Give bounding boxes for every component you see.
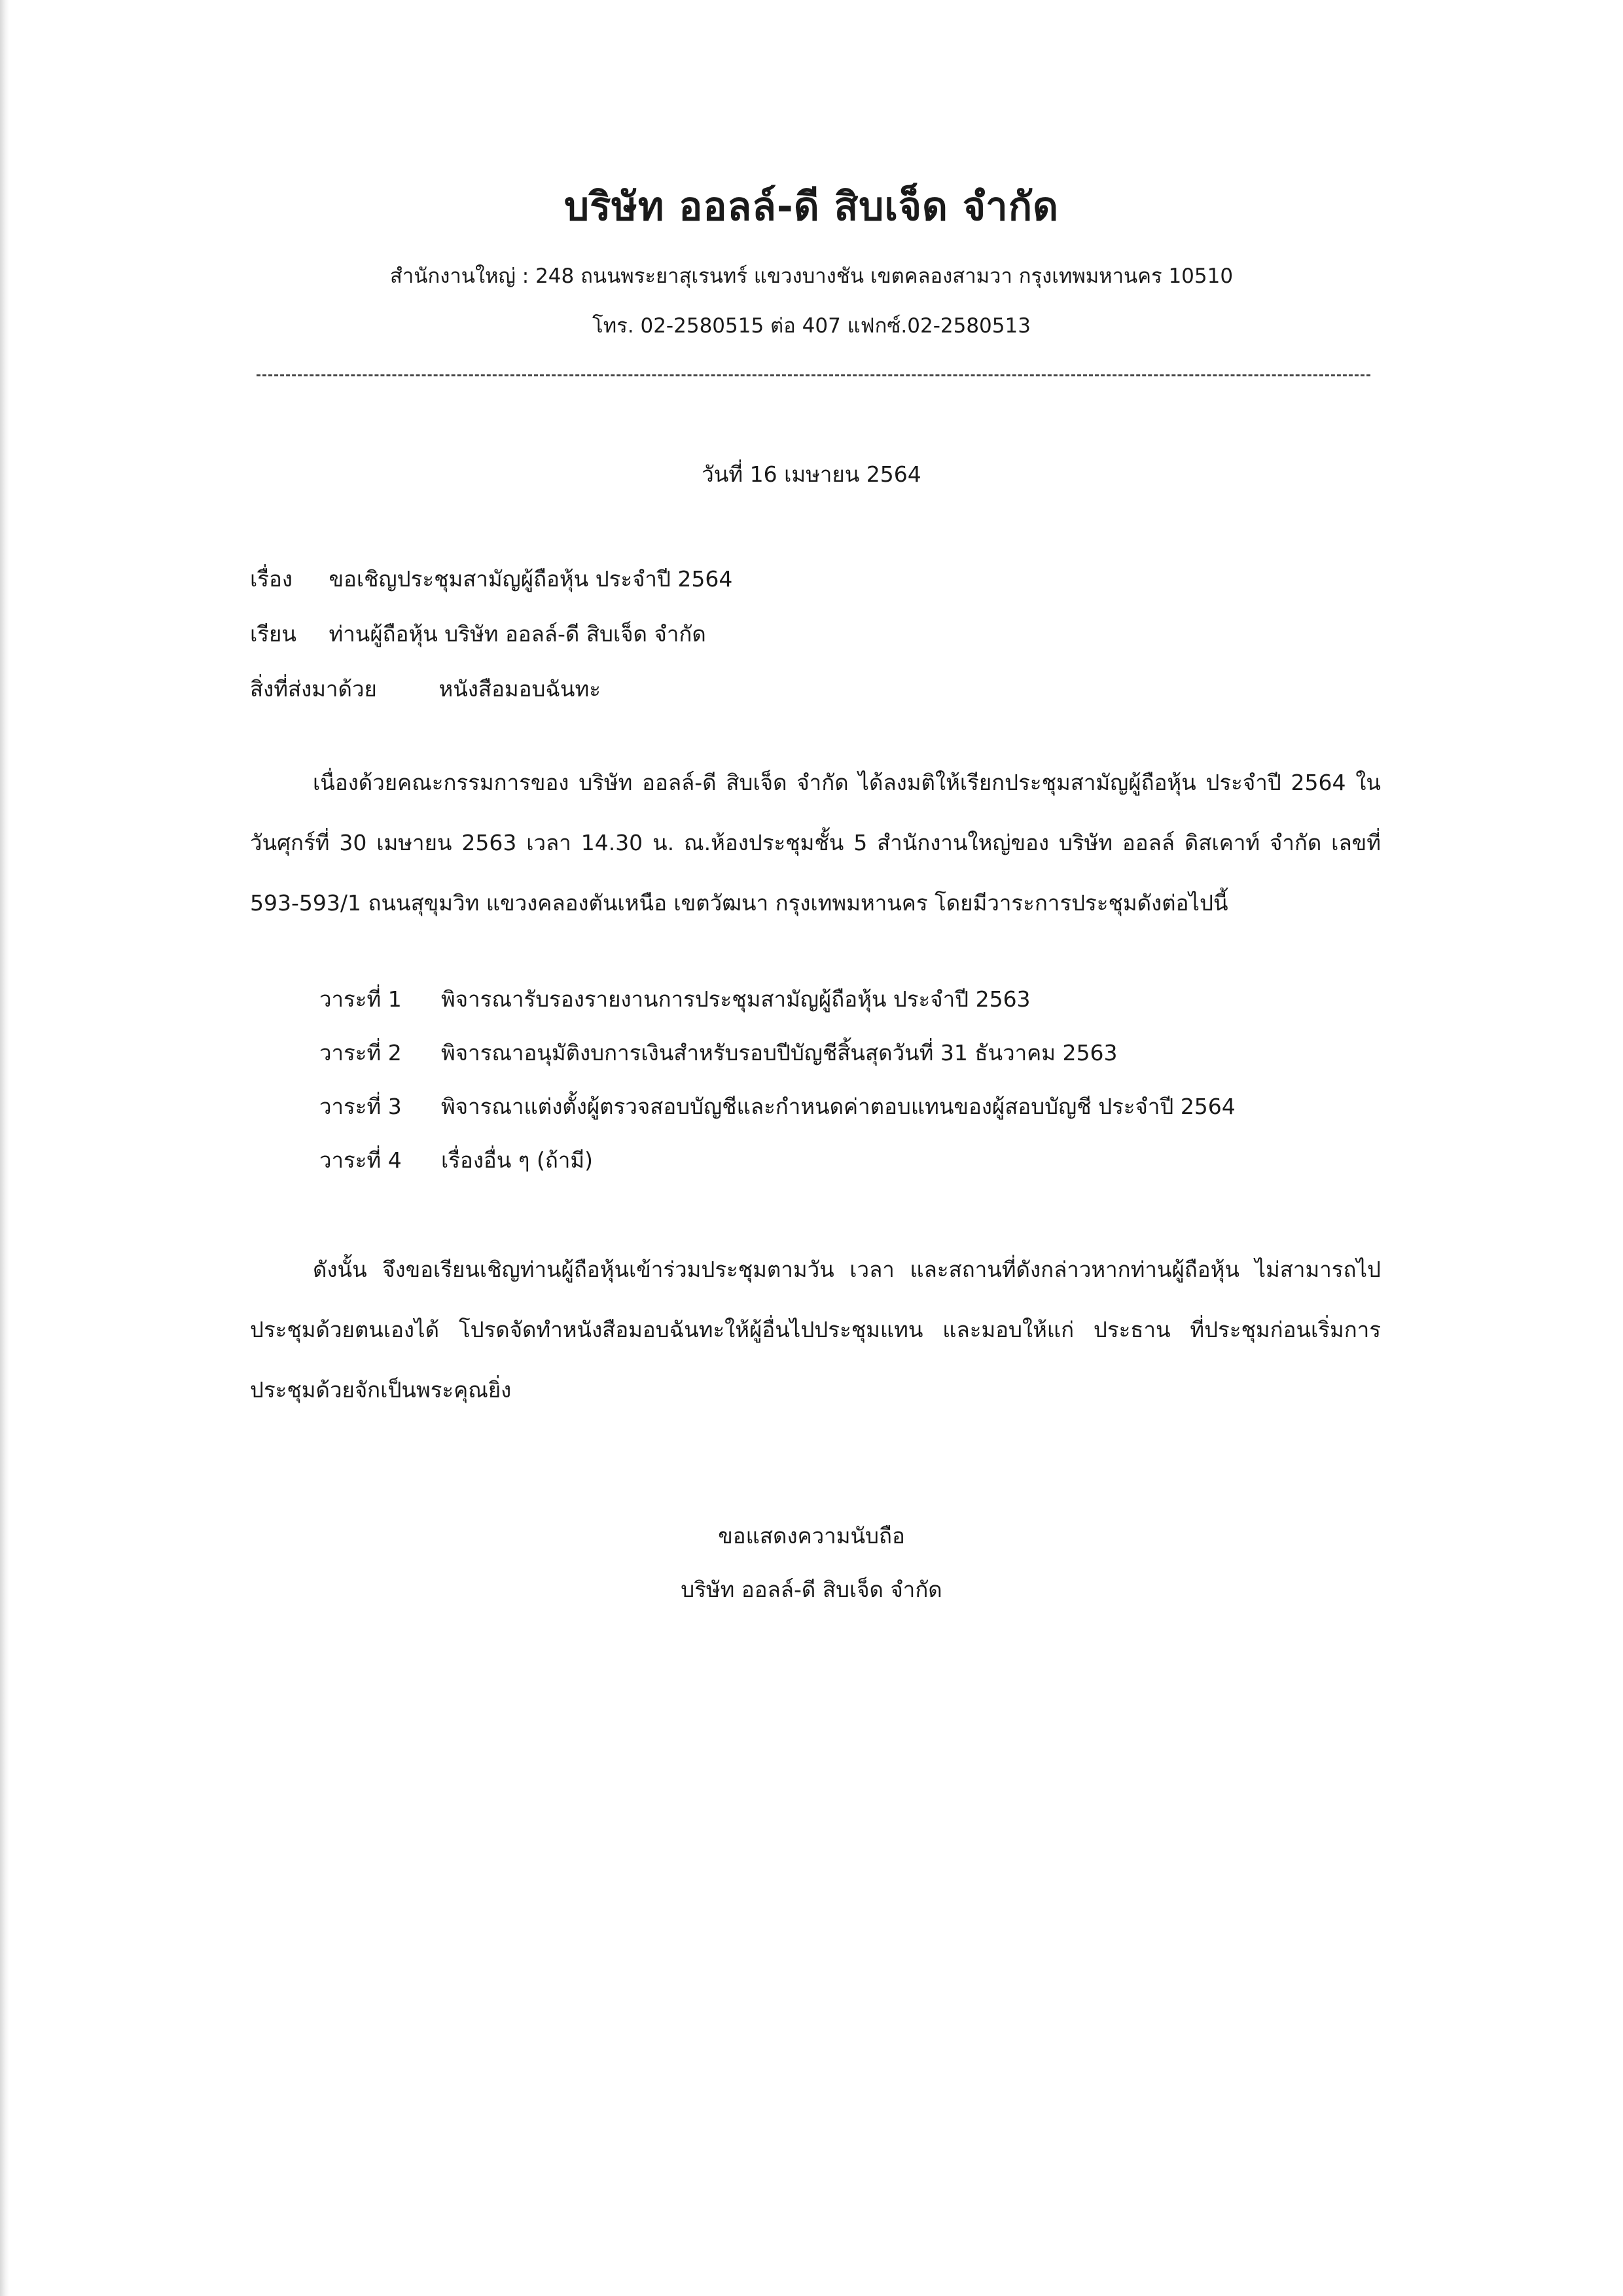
subject-row	[250, 562, 732, 596]
recipient-label: เรียน	[250, 621, 296, 647]
agenda-text: พิจารณารับรองรายงานการประชุมสามัญผู้ถือหุ้น ประจำปี 2563	[441, 986, 1031, 1012]
enclosure-label: สิ่งที่ส่งมาด้วย	[250, 676, 377, 702]
scan-edge	[0, 0, 9, 2296]
agenda-label: วาระที่ 1	[319, 986, 402, 1012]
letter-date: วันที่ 16 เมษายน 2564	[702, 461, 921, 487]
enclosure-value: หนังสือมอบฉันทะ	[438, 676, 601, 702]
header-divider	[257, 374, 1370, 376]
agenda-text: พิจารณาอนุมัติงบการเงินสำหรับรอบปีบัญชีสิ้นสุดวันที่ 31 ธันวาคม 2563	[441, 1040, 1118, 1066]
recipient-row	[250, 617, 706, 651]
body-paragraph-invitation: เนื่องด้วยคณะกรรมการของ บริษัท ออลล์-ดี สิบเจ็ด จำกัด ได้ลงมติให้เรียกประชุมสามัญผู้ถือหุ้น ประจำปี 2564 ในวันศุกร์ที่ 30 เมษายน 2563 เวลา 14.30 น. ณ.ห้องประชุมชั้น 5 สำนักงานใหญ่ของ บริษัท ออลล์ ดิสเคาท์ จำกัด เลขที่ 593-593/1 ถนนสุขุมวิท แขวงคลองตันเหนือ เขตวัฒนา กรุงเทพมหานคร โดยมีวาระการประชุมดังต่อไปนี้	[250, 770, 1381, 916]
company-contact: โทร. 02-2580515 ต่อ 407 แฟกซ์.02-2580513	[592, 314, 1031, 338]
agenda-label: วาระที่ 2	[319, 1040, 402, 1066]
agenda-item	[319, 1035, 1117, 1070]
company-address: สำนักงานใหญ่ : 248 ถนนพระยาสุเรนทร์ แขวงบางชัน เขตคลองสามวา กรุงเทพมหานคร 10510	[389, 264, 1234, 288]
enclosure-row	[250, 672, 601, 706]
agenda-label: วาระที่ 4	[319, 1147, 402, 1173]
agenda-label: วาระที่ 3	[319, 1094, 402, 1119]
company-name: บริษัท ออลล์-ดี สิบเจ็ด จำกัด	[563, 184, 1060, 230]
agenda-item	[319, 1143, 593, 1177]
subject-label: เรื่อง	[250, 566, 293, 592]
recipient-value: ท่านผู้ถือหุ้น บริษัท ออลล์-ดี สิบเจ็ด จำกัด	[329, 621, 706, 647]
closing-regards: ขอแสดงความนับถือ	[718, 1523, 905, 1549]
body-paragraph-closing: ดังนั้น จึงขอเรียนเชิญท่านผู้ถือหุ้นเข้าร่วมประชุมตามวัน เวลา และสถานที่ดังกล่าวหากท่านผู้ถือหุ้น ไม่สามารถไปประชุมด้วยตนเองได้ โปรดจัดทำหนังสือมอบฉันทะให้ผู้อื่นไปประชุมแทน และมอบให้แก่ ประธาน ที่ประชุมก่อนเริ่มการประชุมด้วยจักเป็นพระคุณยิ่ง	[250, 1257, 1381, 1403]
subject-value: ขอเชิญประชุมสามัญผู้ถือหุ้น ประจำปี 2564	[329, 566, 733, 592]
agenda-text: เรื่องอื่น ๆ (ถ้ามี)	[441, 1147, 594, 1173]
agenda-item	[319, 982, 1031, 1016]
agenda-text: พิจารณาแต่งตั้งผู้ตรวจสอบบัญชีและกำหนดค่าตอบแทนของผู้สอบบัญชี ประจำปี 2564	[441, 1094, 1236, 1119]
closing-company: บริษัท ออลล์-ดี สิบเจ็ด จำกัด	[681, 1577, 942, 1602]
agenda-item	[319, 1089, 1236, 1124]
